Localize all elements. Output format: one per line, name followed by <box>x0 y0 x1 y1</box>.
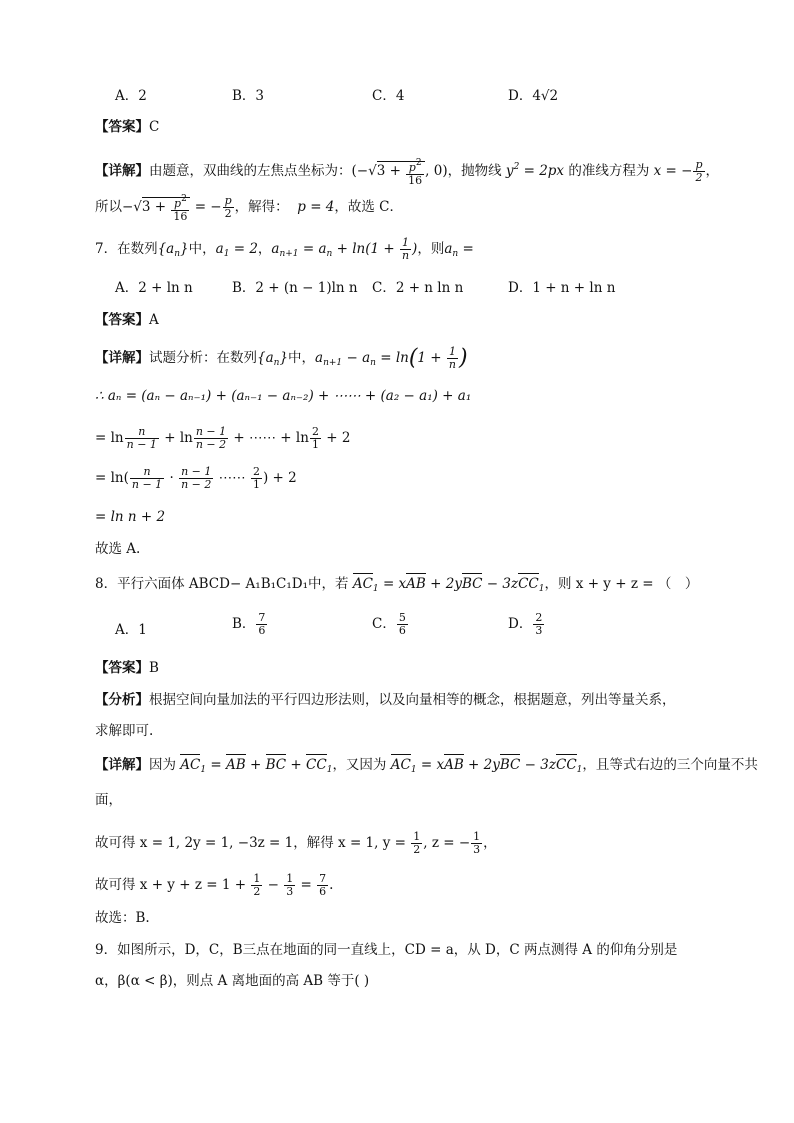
answer-value: B <box>149 660 159 676</box>
q8-answer <box>95 658 159 678</box>
detail-text: 故可得 x = 1, 2y = 1, −3z = 1，解得 x = 1, y = <box>95 835 411 851</box>
q7-step-2: = ln $\frac{n}{n - 1}$ + ln $\frac{n - 1}{n - 2}$ + ⋯⋯ + ln $\frac{2}{1}$ + 2 <box>95 425 351 451</box>
option-label: B． <box>232 616 256 632</box>
detail-tag: 【详解】 <box>95 757 149 773</box>
formula-seq: $\{a_n\}$ <box>257 350 289 368</box>
stem-text: ，则 x + y + z = （ ） <box>544 576 699 592</box>
formula-result: p = 4 <box>297 199 335 215</box>
detail-text: , z = − <box>423 835 471 851</box>
detail-text: ，故选 C． <box>334 199 404 215</box>
q9-stem-line-1: 9．如图所示，D，C，B三点在地面的同一直线上，CD = a，从 D，C 两点测得 A 的仰角分别是 <box>95 942 678 958</box>
q7-step-3: = ln( $\frac{n}{n - 1}$ · $\frac{n - 1}{n - 2}$ ⋯⋯ $\frac{2}{1}$ ) + 2 <box>95 465 297 491</box>
q8-detail-line-2: 面， <box>95 792 122 808</box>
detail-text: 所以 <box>95 199 122 215</box>
formula-vector-sum: $AC_1$ = AB + BC + $CC_1$ <box>180 757 333 775</box>
detail-tag: 【详解】 <box>95 163 149 179</box>
q7-conclusion: 故选 A. <box>95 541 141 557</box>
formula-parabola: $y^2 = 2px$ <box>505 162 565 179</box>
detail-text: ，抛物线 <box>447 163 506 179</box>
frac-num: 5 <box>398 611 406 624</box>
analysis-tag: 【分析】 <box>95 692 149 708</box>
answer-value: A <box>149 312 159 328</box>
formula-seq: $\{a_n\}$ <box>157 241 189 259</box>
formula-recurrence: $a_{n+1} = a_n + \ln(1$ + $\frac{1}{n}$ ) <box>271 236 418 262</box>
detail-text: − <box>263 877 284 893</box>
detail-text: 由题意，双曲线的左焦点坐标为： <box>149 163 352 179</box>
frac-num: 2 <box>535 611 543 624</box>
q8-option-c[interactable] <box>372 612 409 637</box>
q7-option-b[interactable]: B．2 + (n − 1)ln n <box>232 280 358 296</box>
detail-text: ，又因为 <box>332 757 391 773</box>
option-label: C． <box>372 616 396 632</box>
stem-text: ，则 <box>417 241 445 257</box>
stem-text: = <box>458 241 474 257</box>
q7-option-c[interactable]: C．2 + n ln n <box>372 280 464 296</box>
formula-difference: $a_{n+1} - a_n = \ln(1$ + $\frac{1}{n}$ ) <box>315 345 468 371</box>
q6-option-a[interactable]: A．2 <box>115 88 147 104</box>
q8-stem <box>95 574 698 599</box>
q6-option-d[interactable]: D．4√2 <box>508 88 559 104</box>
q8-detail-line-4: 故可得 x + y + z = 1 + $\frac{1}{2}$ − $\frac{1}{3}$ = $\frac{7}{6}$ . <box>95 872 334 898</box>
detail-text: ， <box>705 163 720 179</box>
formula-focus: (−√3 + $\frac{p^2}{16}$ , 0) <box>351 157 448 187</box>
formula-directrix: x = − $\frac{p}{2}$ <box>653 158 703 184</box>
stem-text: ， <box>257 241 272 257</box>
q8-detail-line-3: 故可得 x = 1, 2y = 1, −3z = 1，解得 x = 1, y = $\frac{1}{2}$ , z = − $\frac{1}{3}$ ， <box>95 830 497 856</box>
q6-answer <box>95 117 159 137</box>
detail-text: 的准线方程为 <box>564 163 654 179</box>
frac-den: 3 <box>535 624 543 637</box>
q8-option-a[interactable]: A．1 <box>115 622 147 638</box>
detail-tag: 【详解】 <box>95 350 149 366</box>
option-label: D． <box>508 616 533 632</box>
q8-option-b[interactable] <box>232 612 268 637</box>
answer-tag: 【答案】 <box>95 119 149 135</box>
formula-a1: $a_1 = 2$ <box>215 241 258 259</box>
detail-text: = <box>296 877 317 893</box>
q6-option-b[interactable]: B．3 <box>232 88 265 104</box>
q7-stem <box>95 232 474 266</box>
detail-text: 故可得 x + y + z = 1 + <box>95 877 251 893</box>
q6-option-c[interactable]: C．4 <box>372 88 405 104</box>
detail-text: 因为 <box>149 757 181 773</box>
q8-detail-line-1 <box>95 755 758 780</box>
q8-analysis-line-2: 求解即可. <box>95 723 154 739</box>
detail-text: 中， <box>288 350 316 366</box>
stem-text: 中， <box>188 241 216 257</box>
frac-den: 6 <box>258 624 266 637</box>
formula-vector-eq: $AC_1$ = xAB + 2yBC − 3zCC$_1$ <box>390 757 583 775</box>
q7-option-d[interactable]: D．1 + n + ln n <box>508 280 616 296</box>
formula-equation: −√3 + $\frac{p^2}{16}$ = − $\frac{p}{2}$ <box>122 193 232 223</box>
q7-options <box>115 276 755 298</box>
q8-conclusion: 故选：B. <box>95 910 150 926</box>
q9-stem-line-2: α，β(α < β)，则点 A 离地面的高 AB 等于( ) <box>95 973 370 989</box>
answer-tag: 【答案】 <box>95 312 149 328</box>
q7-answer <box>95 310 159 330</box>
frac-den: 6 <box>398 624 406 637</box>
frac-num: 7 <box>258 611 266 624</box>
formula-vector-eq: $AC_1$ = xAB + 2yBC − 3zCC$_1$ <box>352 576 545 594</box>
detail-text: ，且等式右边的三个向量不共 <box>582 757 758 773</box>
analysis-text: 根据空间向量加法的平行四边形法则，以及向量相等的概念，根据题意，列出等量关系， <box>149 692 676 708</box>
q7-option-a[interactable]: A．2 + ln n <box>115 280 193 296</box>
detail-text: 试题分析：在数列 <box>149 350 257 366</box>
formula-an: $a_n$ <box>444 241 459 259</box>
q6-options <box>115 84 755 106</box>
answer-value: C <box>149 119 160 135</box>
detail-text: . <box>329 877 334 893</box>
q7-detail-line-1 <box>95 340 468 376</box>
answer-tag: 【答案】 <box>95 660 149 676</box>
q6-detail-line-2 <box>95 190 403 224</box>
q7-step-1: ∴ aₙ = (aₙ − aₙ₋₁) + (aₙ₋₁ − aₙ₋₂) + ⋯⋯ + (a₂ − a₁) + a₁ <box>95 388 472 404</box>
q6-detail-line-1 <box>95 150 720 187</box>
q7-step-4: = ln n + 2 <box>95 509 166 525</box>
detail-text: ，解得： <box>234 199 289 215</box>
q8-option-d[interactable] <box>508 612 545 637</box>
q8-analysis-line-1 <box>95 690 676 710</box>
stem-text: 8．平行六面体 ABCD− A₁B₁C₁D₁中，若 <box>95 576 353 592</box>
q8-options <box>115 612 755 646</box>
stem-text: 7．在数列 <box>95 241 158 257</box>
detail-text: ， <box>483 835 497 851</box>
